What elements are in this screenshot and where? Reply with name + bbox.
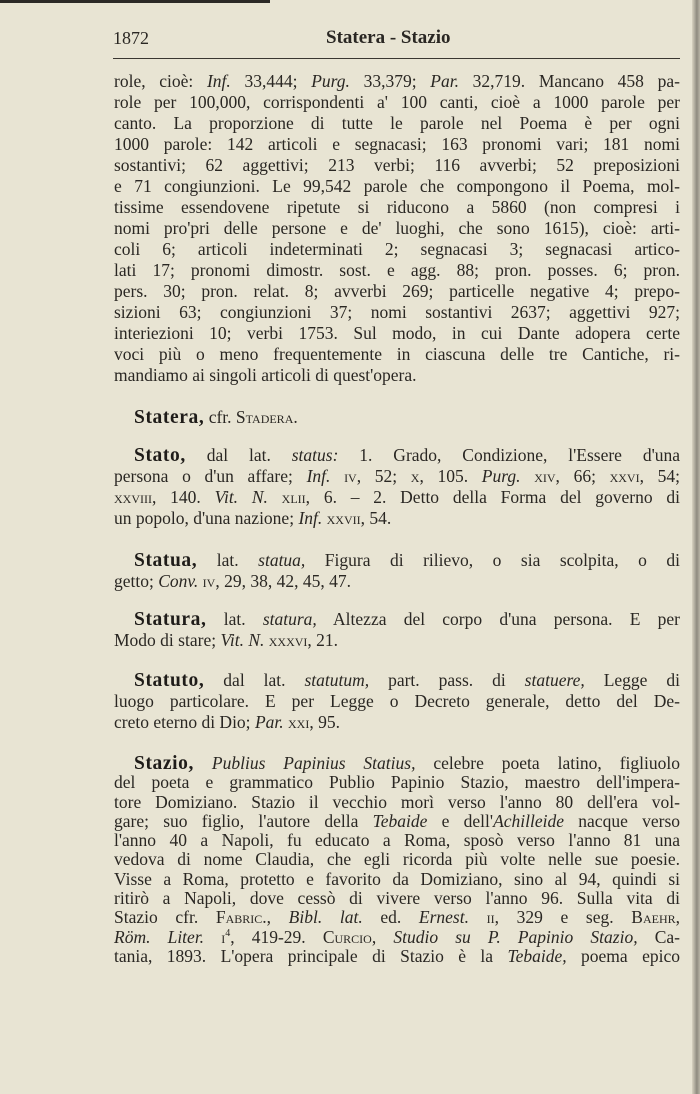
text-segment: Tebaide, bbox=[507, 945, 567, 966]
text-segment: celebre poeta latino, figliuolo bbox=[415, 753, 680, 773]
text-line bbox=[114, 176, 680, 197]
text-segment: interiezioni 10; verbi 1753. Sul modo, in cui Dante adopera certe bbox=[114, 323, 680, 343]
entry-statura bbox=[114, 609, 680, 651]
text-line bbox=[114, 323, 680, 344]
text-segment: role per 100,000, corrispondenti a' 100 canti, cioè a 1000 parole per bbox=[114, 92, 680, 112]
text-segment: sostantivi; 62 aggettivi; 213 verbi; 116 avverbi; 52 preposizioni bbox=[114, 155, 680, 175]
text-segment: , 105. bbox=[419, 466, 482, 486]
text-segment bbox=[469, 907, 487, 927]
text-segment: Baehr, bbox=[631, 907, 680, 928]
text-line bbox=[114, 407, 680, 428]
text-segment: ed. bbox=[362, 907, 419, 928]
text-line bbox=[114, 928, 680, 947]
text-segment: i bbox=[221, 926, 226, 947]
text-segment: lat. bbox=[206, 609, 263, 629]
text-segment: , 52; bbox=[356, 466, 411, 486]
text-segment: xxi bbox=[288, 712, 310, 732]
text-segment: 33,379; bbox=[349, 71, 431, 91]
text-segment: x bbox=[410, 466, 420, 486]
text-line bbox=[114, 302, 680, 323]
text-segment: Curcio, bbox=[322, 926, 377, 947]
text-segment: lati 17; pronomi dimostr. sost. e agg. 88; pron. posses. 6; pron. bbox=[114, 260, 680, 280]
text-segment: mandiamo ai singoli articoli di quest'opera. bbox=[114, 365, 417, 385]
text-segment: dal lat. bbox=[185, 445, 292, 465]
text-line bbox=[114, 571, 680, 592]
text-line bbox=[114, 197, 680, 218]
text-line bbox=[114, 908, 680, 927]
entry-statuto bbox=[114, 670, 680, 733]
text-segment: tissime essendovene ripetute si riducono a 5860 (non compresi i bbox=[114, 197, 680, 217]
text-segment: xxviii bbox=[114, 487, 152, 507]
text-segment bbox=[194, 753, 212, 773]
text-segment: Inf. bbox=[298, 508, 323, 528]
text-segment: xxvi bbox=[609, 466, 640, 486]
text-segment: ritirò a Napoli, dove cessò di vivere verso l'anno 96. Sulla vita di bbox=[114, 888, 680, 909]
text-segment: , 329 e seg. bbox=[494, 907, 632, 928]
text-line bbox=[114, 947, 680, 966]
text-segment: lat. bbox=[197, 550, 259, 570]
text-segment: voci più o meno frequentemente in ciascuna delle tre Cantiche, ri- bbox=[114, 344, 680, 364]
headword: Stazio, bbox=[134, 753, 194, 774]
text-segment: Achilleide bbox=[493, 810, 565, 831]
text-segment: , 95. bbox=[309, 712, 340, 732]
text-segment: 1. Grado, Condizione, l'Essere d'una bbox=[338, 445, 680, 465]
header-rule bbox=[113, 58, 680, 59]
text-line bbox=[114, 609, 680, 630]
text-segment: status: bbox=[291, 445, 339, 465]
text-segment: Studio su P. Papinio Stazio, bbox=[393, 926, 638, 947]
text-line bbox=[114, 670, 680, 691]
text-segment: Visse a Roma, protetto e favorito da Domiziano, sino al 94, quindi si bbox=[114, 868, 680, 889]
text-segment: Stazio cfr. bbox=[114, 907, 216, 928]
text-line bbox=[114, 870, 680, 889]
text-line bbox=[114, 155, 680, 176]
text-segment: tania, 1893. L'opera principale di Stazio è la bbox=[114, 945, 508, 966]
entry-statua bbox=[114, 550, 680, 592]
text-line bbox=[114, 281, 680, 302]
headword: Statera, bbox=[134, 407, 205, 428]
text-segment: l'anno 40 a Napoli, fu educato a Roma, sposò verso l'anno 81 una bbox=[114, 830, 680, 851]
text-line bbox=[114, 134, 680, 155]
text-segment: xxvii bbox=[326, 508, 361, 528]
text-segment: del poeta e grammatico Publio Papinio Stazio, maestro dell'impera- bbox=[114, 772, 680, 793]
text-segment: xlii bbox=[281, 487, 306, 507]
text-segment bbox=[204, 927, 221, 947]
text-line bbox=[114, 466, 680, 487]
text-line bbox=[114, 889, 680, 908]
text-segment: xiv bbox=[534, 466, 556, 486]
text-line bbox=[114, 754, 680, 773]
headword: Statuto, bbox=[134, 670, 205, 691]
text-segment: statua, bbox=[258, 550, 306, 570]
text-segment: coli 6; articoli indeterminati 2; segnacasi 3; segnacasi artico- bbox=[114, 239, 680, 259]
text-segment: Stadera. bbox=[235, 407, 298, 427]
text-segment: Vit. N. bbox=[214, 487, 268, 507]
text-line bbox=[114, 630, 680, 651]
text-segment: , 54. bbox=[360, 508, 392, 528]
text-segment: , 419-29. bbox=[230, 926, 323, 947]
text-segment bbox=[376, 927, 393, 947]
text-segment: un popolo, d'una nazione; bbox=[114, 508, 299, 528]
entry-stato bbox=[114, 445, 680, 529]
text-segment: nomi pro'pri delle persone e de' luoghi, che sono 1615), cioè: arti- bbox=[114, 218, 680, 238]
text-segment: , 54; bbox=[639, 466, 680, 486]
text-line bbox=[114, 445, 680, 466]
text-segment bbox=[330, 466, 344, 486]
text-segment: Inf. bbox=[306, 466, 331, 486]
headword: Statura, bbox=[134, 609, 207, 630]
text-segment: Par. bbox=[254, 712, 284, 732]
text-segment: 4 bbox=[225, 927, 231, 939]
text-segment: Figura di rilievo, o sia scolpita, o di bbox=[305, 550, 681, 570]
text-segment: getto; bbox=[114, 571, 159, 591]
text-segment: Vit. N. bbox=[220, 630, 265, 650]
text-segment: part. pass. di bbox=[369, 670, 525, 690]
text-segment: e dell' bbox=[427, 810, 494, 831]
text-segment: ii bbox=[486, 907, 495, 928]
text-segment bbox=[271, 907, 289, 927]
text-segment: Ca- bbox=[637, 926, 680, 947]
text-line bbox=[114, 92, 680, 113]
text-line bbox=[114, 239, 680, 260]
text-segment: 32,719. Mancano 458 pa- bbox=[458, 71, 680, 91]
text-line bbox=[114, 691, 680, 712]
text-line bbox=[114, 793, 680, 812]
text-segment: , 66; bbox=[555, 466, 610, 486]
text-segment bbox=[268, 487, 282, 507]
text-segment: Par. bbox=[430, 71, 459, 91]
text-segment: Tebaide bbox=[372, 810, 428, 831]
text-line bbox=[114, 365, 680, 386]
page-number: 1872 bbox=[113, 28, 149, 48]
text-segment: e 71 congiunzioni. Le 99,542 parole che compongono il Poema, mol- bbox=[114, 176, 680, 196]
text-segment: , 21. bbox=[307, 630, 339, 650]
entry-statera bbox=[114, 407, 680, 428]
text-segment: Legge di bbox=[584, 670, 681, 690]
text-segment: Röm. Liter. bbox=[114, 926, 205, 947]
text-segment: , 140. bbox=[152, 487, 215, 507]
entry-stazio bbox=[114, 754, 680, 966]
text-line bbox=[114, 550, 680, 571]
text-segment: , 6. – 2. Detto della Forma del governo di bbox=[305, 487, 680, 507]
text-segment: , 29, 38, 42, 45, 47. bbox=[215, 571, 351, 591]
text-segment: gare; suo figlio, l'autore della bbox=[114, 810, 373, 831]
headword: Stato, bbox=[134, 445, 186, 466]
text-line bbox=[114, 850, 680, 869]
text-line bbox=[114, 812, 680, 831]
text-segment: xxxvi bbox=[268, 630, 308, 650]
text-segment: statura, bbox=[262, 609, 317, 629]
text-segment: vedova di nome Claudia, che egli ricorda più volte nelle sue poesie. bbox=[114, 849, 680, 870]
text-line bbox=[114, 260, 680, 281]
text-segment: role, cioè: bbox=[114, 71, 207, 91]
text-segment: 1000 parole: 142 articoli e segnacasi; 163 pronomi vari; 181 nomi bbox=[114, 134, 680, 154]
text-segment: cfr. bbox=[204, 407, 236, 427]
text-segment: pers. 30; pron. relat. 8; avverbi 269; particelle negative 4; prepo- bbox=[114, 281, 680, 301]
text-segment: Altezza del corpo d'una persona. E per bbox=[316, 609, 680, 629]
text-segment: dal lat. bbox=[204, 670, 305, 690]
text-segment: creto eterno di Dio; bbox=[114, 712, 255, 732]
text-segment: Modo di stare; bbox=[114, 630, 221, 650]
text-line bbox=[114, 712, 680, 733]
text-segment: iv bbox=[344, 466, 357, 486]
text-segment bbox=[521, 466, 535, 486]
text-segment: Publius Papinius Statius, bbox=[211, 753, 416, 773]
text-segment: luogo particolare. E per Legge o Decreto generale, detto del De- bbox=[114, 691, 680, 711]
text-line bbox=[114, 113, 680, 134]
text-segment: Ernest. bbox=[418, 907, 469, 928]
text-line bbox=[114, 773, 680, 792]
scan-edge-top bbox=[0, 0, 270, 3]
text-segment: statuere, bbox=[524, 670, 585, 690]
text-segment: statutum, bbox=[304, 670, 370, 690]
text-segment: Bibl. lat. bbox=[288, 907, 363, 928]
running-title: Statera - Stazio bbox=[326, 27, 451, 48]
text-segment: sizioni 63; congiunzioni 37; nomi sostantivi 2637; aggettivi 927; bbox=[114, 302, 680, 322]
text-line bbox=[114, 344, 680, 365]
text-line bbox=[114, 71, 680, 92]
headword: Statua, bbox=[134, 550, 198, 571]
text-line bbox=[114, 831, 680, 850]
text-segment: nacque verso bbox=[564, 810, 680, 831]
text-line bbox=[114, 508, 680, 529]
text-segment: 33,444; bbox=[230, 71, 312, 91]
text-segment: Purg. bbox=[481, 466, 521, 486]
text-segment: Conv. bbox=[158, 571, 199, 591]
scan-edge-right bbox=[692, 0, 700, 1094]
text-segment: canto. La proporzione di tutte le parole nel Poema è per ogni bbox=[114, 113, 680, 133]
paragraph-continuation bbox=[114, 71, 680, 386]
text-segment: iv bbox=[202, 571, 216, 591]
text-segment: tore Domiziano. Stazio il vecchio morì verso l'anno 80 dell'era vol- bbox=[114, 791, 680, 812]
text-line bbox=[114, 218, 680, 239]
text-segment: Purg. bbox=[311, 71, 350, 91]
text-segment: Inf. bbox=[206, 71, 231, 91]
text-segment: persona o d'un affare; bbox=[114, 466, 307, 486]
text-segment: poema epico bbox=[566, 945, 680, 966]
text-line bbox=[114, 487, 680, 508]
text-segment: Fabric., bbox=[215, 907, 272, 928]
